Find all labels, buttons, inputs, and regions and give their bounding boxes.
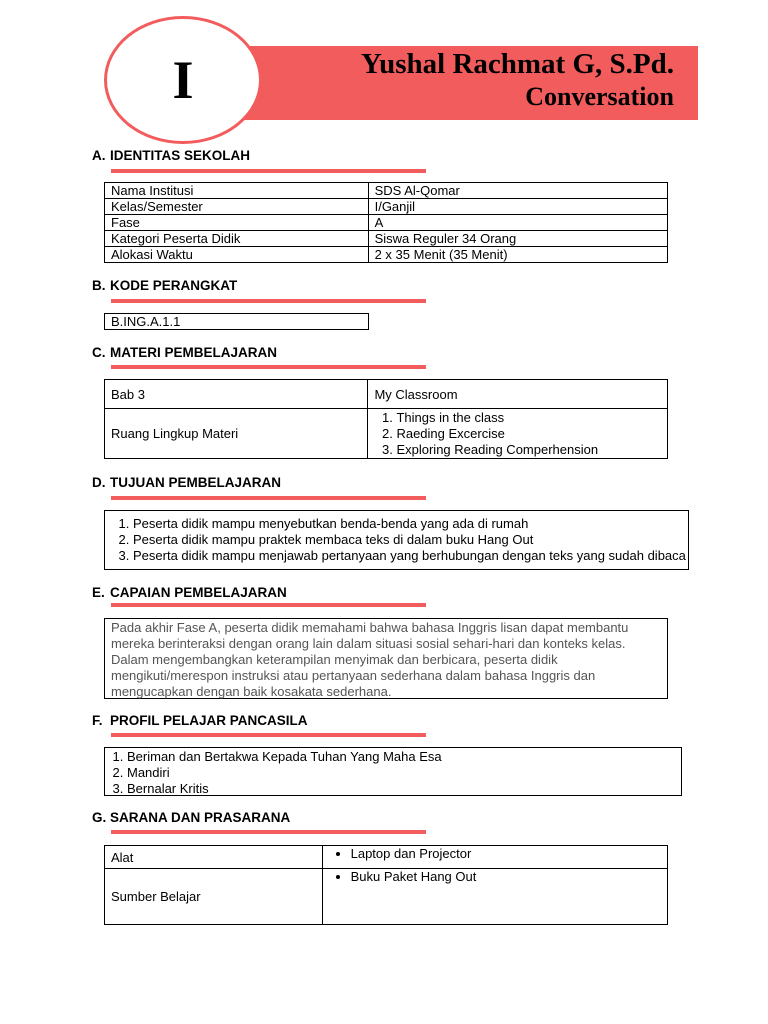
identitas-table bbox=[104, 182, 668, 263]
section-c-underline bbox=[111, 365, 426, 369]
table-row: Fase A bbox=[105, 215, 668, 231]
table-row: Nama Institusi SDS Al-Qomar bbox=[105, 183, 668, 199]
tujuan-box bbox=[104, 510, 689, 570]
materi-table bbox=[104, 379, 668, 459]
section-e-underline bbox=[111, 603, 426, 607]
profil-box bbox=[104, 747, 682, 796]
table-row: Kelas/Semester I/Ganjil bbox=[105, 199, 668, 215]
chapter-letter: I bbox=[172, 50, 194, 110]
table-row: Alokasi Waktu 2 x 35 Menit (35 Menit) bbox=[105, 247, 668, 263]
header-banner bbox=[240, 46, 698, 120]
teacher-name: Yushal Rachmat G, S.Pd. bbox=[360, 48, 674, 80]
tujuan-list bbox=[105, 516, 688, 564]
subject-title: Conversation bbox=[525, 82, 674, 111]
list-item: 3. Peserta didik mampu menjawab pertanyaan yang berhubungan dengan teks yang sudah dibaca bbox=[133, 548, 688, 564]
list-item: 3. Bernalar Kritis bbox=[127, 781, 681, 797]
section-f-underline bbox=[111, 733, 426, 737]
list-item: • Laptop dan Projector bbox=[351, 846, 661, 862]
section-f-title: F. PROFIL PELAJAR PANCASILA bbox=[92, 713, 308, 728]
chapter-circle bbox=[104, 16, 262, 144]
table-row: Ruang Lingkup Materi 1. Things in the class 2. Raeding Excercise 3. Exploring Reading Comperhension bbox=[105, 409, 668, 459]
profil-list bbox=[105, 749, 681, 797]
capaian-text: Pada akhir Fase A, peserta didik memahami bahwa bahasa Inggris lisan dapat membantu mereka berinteraksi dengan orang lain dalam situasi sosial sehari-hari dan konteks kelas. Dalam mengembangkan keterampilan menyimak dan berbicara, peserta didik mengikuti/merespon instruksi atau pertanyaan sederhana dalam bahasa Inggris dan mengucapkan dengan baik kosakata sederhana. bbox=[104, 618, 668, 699]
scope-list bbox=[374, 410, 661, 458]
list-item: 2. Raeding Excercise bbox=[396, 426, 661, 442]
section-e-title: E. CAPAIAN PEMBELAJARAN bbox=[92, 585, 287, 600]
section-d-underline bbox=[111, 496, 426, 500]
list-item: 2. Mandiri bbox=[127, 765, 681, 781]
section-g-title: G. SARANA DAN PRASARANA bbox=[92, 810, 291, 825]
table-row: Bab 3 My Classroom bbox=[105, 380, 668, 409]
list-item: 1. Things in the class bbox=[396, 410, 661, 426]
list-item: 2. Peserta didik mampu praktek membaca teks di dalam buku Hang Out bbox=[133, 532, 688, 548]
kode-perangkat-box: B.ING.A.1.1 bbox=[104, 313, 369, 330]
list-item: 1. Beriman dan Bertakwa Kepada Tuhan Yang Maha Esa bbox=[127, 749, 681, 765]
section-d-title: D. TUJUAN PEMBELAJARAN bbox=[92, 475, 282, 490]
list-item: 3. Exploring Reading Comperhension bbox=[396, 442, 661, 458]
section-g-underline bbox=[111, 830, 426, 834]
section-a-title: A. IDENTITAS SEKOLAH bbox=[92, 148, 251, 163]
list-item: • Buku Paket Hang Out bbox=[351, 869, 661, 885]
section-a-underline bbox=[111, 169, 426, 173]
table-row: Sumber Belajar • Buku Paket Hang Out bbox=[105, 869, 668, 925]
section-c-title: C. MATERI PEMBELAJARAN bbox=[92, 345, 278, 360]
section-b-underline bbox=[111, 299, 426, 303]
list-item: 1. Peserta didik mampu menyebutkan benda-benda yang ada di rumah bbox=[133, 516, 688, 532]
section-b-title: B. KODE PERANGKAT bbox=[92, 278, 238, 293]
alat-list bbox=[329, 846, 661, 862]
sumber-list bbox=[329, 869, 661, 885]
table-row: Alat • Laptop dan Projector bbox=[105, 846, 668, 869]
table-row: Kategori Peserta Didik Siswa Reguler 34 Orang bbox=[105, 231, 668, 247]
sarana-table bbox=[104, 845, 668, 925]
